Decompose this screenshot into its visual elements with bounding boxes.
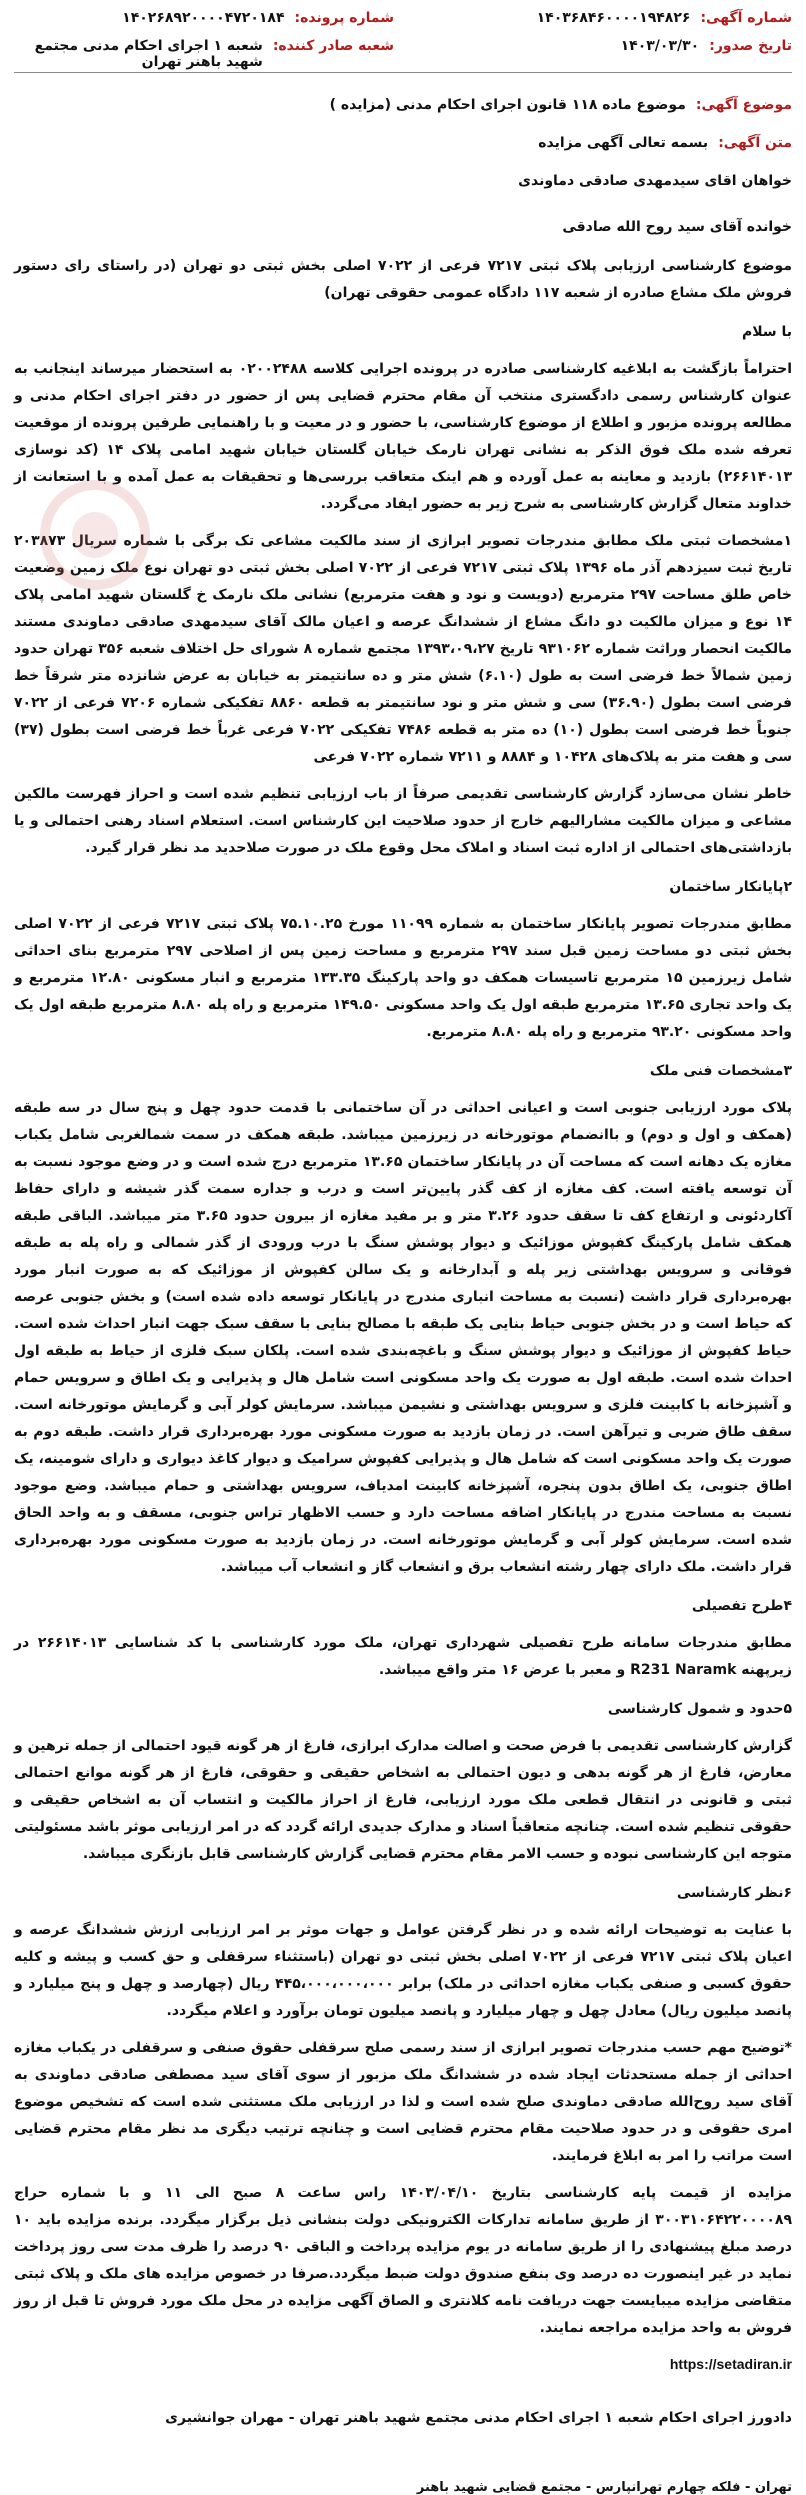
case-number-row — [14, 10, 394, 38]
section-6-paragraph: با عنایت به توضیحات ارائه شده و در نظر گرفتن عوامل و جهات موثر بر امر ارزیابی ارزش ششدانگ عرصه و اعیان پلاک ثبتی ۷۲۱۷ فرعی از ۷۰۲۲ اصلی بخش ثبتی دو تهران (باستثناء سرقفلی و حق کسب و پیشه و کلیه حقوق کسبی و صنفی یکباب مغازه احداثی در ملک) برابر ۴۴۵،۰۰۰،۰۰۰،۰۰۰ ریال (چهارصد و چهل و پنج میلیارد و پانصد میلیون ریال) معادل چهل و چهار میلیارد و پانصد میلیون تومان برآورد و اعلام میگردد. — [14, 1922, 793, 2019]
header-right-column — [412, 10, 792, 66]
case-number-value: ۱۴۰۲۶۸۹۲۰۰۰۰۴۷۲۰۱۸۴ — [122, 10, 285, 26]
section-4-paragraph: مطابق مندرجات سامانه طرح تفصیلی شهرداری تهران، ملک مورد کارشناسی با کد شناسایی ۲۶۶۱۴۰۱۳ در زیرپهنه R231 Naramk و معبر با عرض ۱۶ متر واقع میباشد. — [14, 1635, 792, 1678]
case-number-label: شماره پرونده: — [294, 10, 394, 26]
ad-number-value: ۱۴۰۳۶۸۴۶۰۰۰۰۱۹۴۸۲۶ — [536, 10, 691, 26]
issuing-branch-value: شعبه ۱ اجرای احکام مدنی مجتمع شهید باهنر تهران — [34, 38, 263, 70]
issue-date-row — [412, 38, 792, 66]
header-left-column — [14, 10, 394, 70]
notice-header — [14, 0, 792, 70]
issuing-branch-label: شعبه صادر کننده: — [272, 38, 394, 54]
subject-row — [14, 97, 792, 113]
issuing-branch-row — [14, 38, 394, 70]
watermark-seal-center — [72, 512, 118, 558]
section-6-title: ۶نظر کارشناسی — [676, 1885, 792, 1901]
auction-paragraph: مزایده از قیمت پایه کارشناسی بتاریخ ۱۴۰۳/۰۴/۱۰ راس ساعت ۸ صبح الی ۱۱ و با شماره حراج ۳۰۰۳۱۰۶۴۲۲۰۰۰۰۸۹ از طریق سامانه تدارکات الکترونیکی دولت بنشانی ذیل برگزار میگردد. برنده مزایده باید ۱۰ درصد مبلغ پیشنهادی را از طریق سامانه در یوم مزایده پرداخت و الباقی ۹۰ درصد را ظرف مدت سی روز پرداخت نماید در غیر اینصورت ده درصد وی بنفع صندوق دولت ضبط میگردد.صرفا در خصوص مزایده های ملک و پلاک ثبتی متقاضی مزایده میبایست جهت دریافت نامه کلانتری و الصاق آگهی مزایده در محل ملک مورد فروش تا قبل از روز فروش به واحد مزایده مراجعه نمایند. — [14, 2185, 792, 2336]
notice-meta — [14, 97, 792, 151]
ad-number-row — [412, 10, 792, 38]
text-row — [14, 135, 792, 151]
subject-value: موضوع ماده ۱۱۸ قانون اجرای احکام مدنی (مزایده ) — [329, 97, 686, 113]
section-6-note: *توضیح مهم حسب مندرجات تصویر ابرازی از سند رسمی صلح سرقفلی حقوق صنفی و سرقفلی در یکباب مغازه احداثی از جمله مستحدثات ایجاد شده در ششدانگ ملک مزبور از سوی آقای سید مصطفی صادقی دماوندی به آقای سید روح‌الله صادقی دماوندی صلح شده است و لذا در ارزیابی ملک مستثنی شده است که تشخیص موضوع امری حقوقی و در حدود صلاحیت مقام محترم قضایی است و چنانچه ترتیب دیگری مد نظر مقام محترم قضایی است مراتب را امر به ابلاغ فرمایند. — [14, 2040, 792, 2164]
text-value: بسمه تعالی آگهی مزایده — [538, 135, 709, 151]
address-line: تهران - فلکه چهارم تهرانپارس - مجتمع قضایی شهید باهنر — [416, 2480, 792, 2495]
section-5-paragraph: گزارش کارشناسی تقدیمی با فرض صحت و اصالت مدارک ابرازی، فارغ از هر گونه قیود احتمالی از جمله ترهین و معارض، فارغ از هر گونه بدهی و دیون احتمالی به اشخاص حقیقی و حقوقی، فارغ از هر گونه موانع احتمالی ثبتی و قانونی در انتقال قطعی ملک مورد ارزیابی، فارغ از احراز مالکیت و انتساب آن به اشخاص حقیقی و حقوقی تنظیم شده است. چنانچه متعاقباً اسناد و مدارک جدیدی ارائه گردد که در امر ارزیابی موثر باشد مسئولیتی متوجه این کارشناسی نبوده و حسب الامر مقام محترم قضایی گزارش کارشناسی قابل بازنگری میباشد. — [14, 1738, 792, 1862]
section-1-paragraph: ۱مشخصات ثبتی ملک مطابق مندرجات تصویر ابرازی از سند مالکیت مشاعی تک برگی با شماره سریال ۲۰۳۸۷۳ تاریخ ثبت سیزدهم آذر ماه ۱۳۹۶ پلاک ثبتی ۷۲۱۷ فرعی از ۷۰۲۲ اصلی بخش ثبتی دو تهران نوع ملک زمین وضعیت خاص طلق مساحت ۲۹۷ مترمربع (دویست و نود و هفت مترمربع) نشانی ملک نارمک خ گلستان شهید امامی پلاک ۱۴ نوع و میزان مالکیت دو دانگ مشاع از ششدانگ عرصه و اعیان مالک آقای سیدمهدی صادقی دماوندی مستند مالکیت انحصار وراثت شماره ۹۳۱۰۶۲ تاریخ ۱۳۹۳،۰۹،۲۷ مجتمع شماره ۸ شورای حل اختلاف شعبه ۳۵۶ تهران حدود زمین شمالاً خط فرضی است به طول (۶.۱۰) شش متر و ده سانتیمتر به خیابان به عرض شانزده متر شرقاً خط فرضی است بطول (۳۶.۹۰) سی و شش متر و نود سانتیمتر به قطعه ۸۸۶۰ تفکیکی شماره ۷۲۰۶ فرعی از ۷۰۲۲ جنوباً خط فرضی است بطول (۱۰) ده متر به قطعه ۷۴۸۶ تفکیکی ۷۰۲۲ فرعی غرباً خط فرضی است بطول (۳۷) سی و هفت متر به پلاک‌های ۱۰۴۲۸ و ۸۸۸۴ و ۷۲۱۱ شماره ۷۰۲۲ فرعی — [14, 533, 793, 765]
intro-paragraph: احتراماً بازگشت به ابلاغیه کارشناسی صادره در پرونده اجرایی کلاسه ۰۲۰۰۲۴۸۸ به استحضار میرساند اینجانب به عنوان کارشناس رسمی دادگستری منتخب آن مقام محترم قضایی پس از حضور در دفتر اجرای احکام مدنی و مطالعه پرونده مزبور و اطلاع از موضوع کارشناسی، با حضور و در معیت و با راهنمایی طرفین پرونده از موقعیت تعرفه شده ملک فوق الذکر به نشانی تهران نارمک خیابان گلستان خیابان شهید امامی پلاک ۱۴ (کد نوسازی ۲۶۶۱۴۰۱۳) بازدید و معاینه به عمل آورده و هم اینک متعاقب بررسی‌ها و تحقیقات به عمل آمده و با استعانت از خداوند متعال گزارش کارشناسی به شرح زیر به حضور ایفاد می‌گردد. — [14, 361, 792, 512]
salutation: با سلام — [741, 324, 792, 340]
issue-date-label: تاریخ صدور: — [709, 38, 792, 54]
subject-label: موضوع آگهی: — [695, 97, 792, 113]
issue-date-value: ۱۴۰۳/۰۳/۳۰ — [620, 38, 700, 54]
section-2-title: ۲پایانکار ساختمان — [669, 879, 792, 895]
section-3-paragraph: پلاک مورد ارزیابی جنوبی است و اعیانی احداثی در آن ساختمانی با قدمت حدود چهل و پنج سال در سه طبقه (همکف و اول و دوم) و باانضمام موتورخانه در زیرزمین میباشد. طبقه همکف در سمت شمالغربی شامل یکباب مغازه یک دهانه است که مساحت آن در پایانکار ساختمان ۱۳.۶۵ مترمربع درج شده است و در وضع موجود نسبت به آن توسعه یافته است. کف مغازه از کف گذر پایین‌تر است و درب و جداره سمت گذر شیشه و دارای حفاظ آکاردئونی و ارتفاع کف تا سقف حدود ۳.۲۶ متر و بر مفید مغازه از بیرون حدود ۳.۶۵ متر میباشد. الباقی طبقه همکف شامل پارکینگ کفپوش موزائیک و دیوار پوشش سنگ با درب ورودی از گذر شمالی و راه پله به طبقه فوقانی و سرویس بهداشتی زیر پله و آبدارخانه و یک سالن کفپوش از موزائیک که به صورت انبار مورد بهره‌برداری قرار داشت (نسبت به مساحت انباری مندرج در پایانکار توسعه داده شده است) و بخش جنوبی عرصه که حیاط است و در بخش جنوبی حیاط بنایی یک طبقه با مصالح بنایی با سقف سبک جهت انبار احداث شده است. حیاط کفپوش از موزائیک و دیوار پوشش سنگ و باغچه‌بندی شده است. پلکان سبک فلزی از حیاط به طبقه اول احداث شده است. طبقه اول به صورت یک واحد مسکونی است شامل هال و پذیرایی و یک اطاق و سرویس حمام و آشپزخانه با کابینت فلزی و سرویس بهداشتی و نشیمن میباشد. سرمایش کولر آبی و گرمایش موتورخانه است. سقف طاق ضربی و تیرآهن است. در زمان بازدید به صورت مسکونی مورد بهره‌برداری قرار داشت. طبقه دوم به صورت یک واحد مسکونی است که شامل هال و پذیرایی کفپوش سرامیک و دیوار کاغذ دیواری و دارای شومینه، یک اطاق جنوبی، یک اطاق بدون پنجره، آشپزخانه کابینت امدیاف، سرویس بهداشتی و حمام میباشد. وضع موجود نسبت به مساحت مندرج در پایانکار اضافه مساحت دارد و حسب الاظهار تراس جنوبی، مسقف و به واحد الحاق شده است. سرمایش کولر آبی و گرمایش موتورخانه است. در زمان بازدید به صورت مسکونی مورد بهره‌برداری قرار داشت. ملک دارای چهار رشته انشعاب برق و انشعاب گاز و انشعاب آب میباشد. — [14, 1100, 792, 1575]
section-1-note: خاطر نشان می‌سازد گزارش کارشناسی تقدیمی صرفاً از باب ارزیابی تنظیم شده است و احراز فهرست مالکین مشاعی و میزان مالکیت مشارالیهم خارج از حدود صلاحیت این کارشناس است. استعلام اسناد رهنی احتمالی و یا بازداشتی‌های احتمالی از اداره ثبت اسناد و املاک محل وقوع ملک در صورت صلاحدید مد نظر قرار گیرد. — [14, 786, 792, 856]
signer-line: دادورز اجرای احکام شعبه ۱ اجرای احکام مدنی مجتمع شهید باهنر تهران - مهران جوانشیری — [165, 2410, 792, 2426]
section-3-title: ۳مشخصات فنی ملک — [649, 1063, 792, 1079]
text-label: متن آگهی: — [718, 135, 792, 151]
ad-number-label: شماره آگهی: — [700, 10, 792, 26]
setadiran-link[interactable]: https://setadiran.ir — [669, 2356, 792, 2372]
section-4-title: ۴طرح تفصیلی — [691, 1598, 792, 1614]
respondent-line: خوانده آقای سید روح الله صادقی — [562, 219, 792, 235]
topic-paragraph: موضوع کارشناسی ارزیابی پلاک ثبتی ۷۲۱۷ فرعی از ۷۰۲۲ اصلی بخش ثبتی دو تهران (در راستای رای دستور فروش ملک مشاع صادره از شعبه ۱۱۷ دادگاه عمومی حقوقی تهران) — [14, 258, 792, 301]
petitioner-line: خواهان اقای سیدمهدی صادقی دماوندی — [518, 173, 792, 189]
section-2-paragraph: مطابق مندرجات تصویر پایانکار ساختمان به شماره ۱۱۰۹۹ مورخ ۷۵.۱۰.۲۵ پلاک ثبتی ۷۲۱۷ فرعی از ۷۰۲۲ اصلی بخش ثبتی دو مساحت زمین قبل سند ۲۹۷ مترمربع و مساحت زمین پس از اصلاحی ۲۹۷ مترمربع بنای احداثی شامل زیرزمین ۱۵ مترمربع تاسیسات همکف دو واحد پارکینگ ۱۳۳.۳۵ مترمربع و انبار مسکونی ۱۲.۸۰ مترمربع و یک واحد تجاری ۱۳.۶۵ مترمربع طبقه اول یک واحد مسکونی ۱۴۹.۵۰ مترمربع و راه پله ۸.۸۰ مترمربع طبقه اول یک واحد مسکونی ۹۳.۲۰ مترمربع و راه پله ۸.۸۰ مترمربع. — [14, 916, 793, 1040]
section-5-title: ۵حدود و شمول کارشناسی — [607, 1701, 792, 1717]
header-divider — [14, 72, 792, 73]
